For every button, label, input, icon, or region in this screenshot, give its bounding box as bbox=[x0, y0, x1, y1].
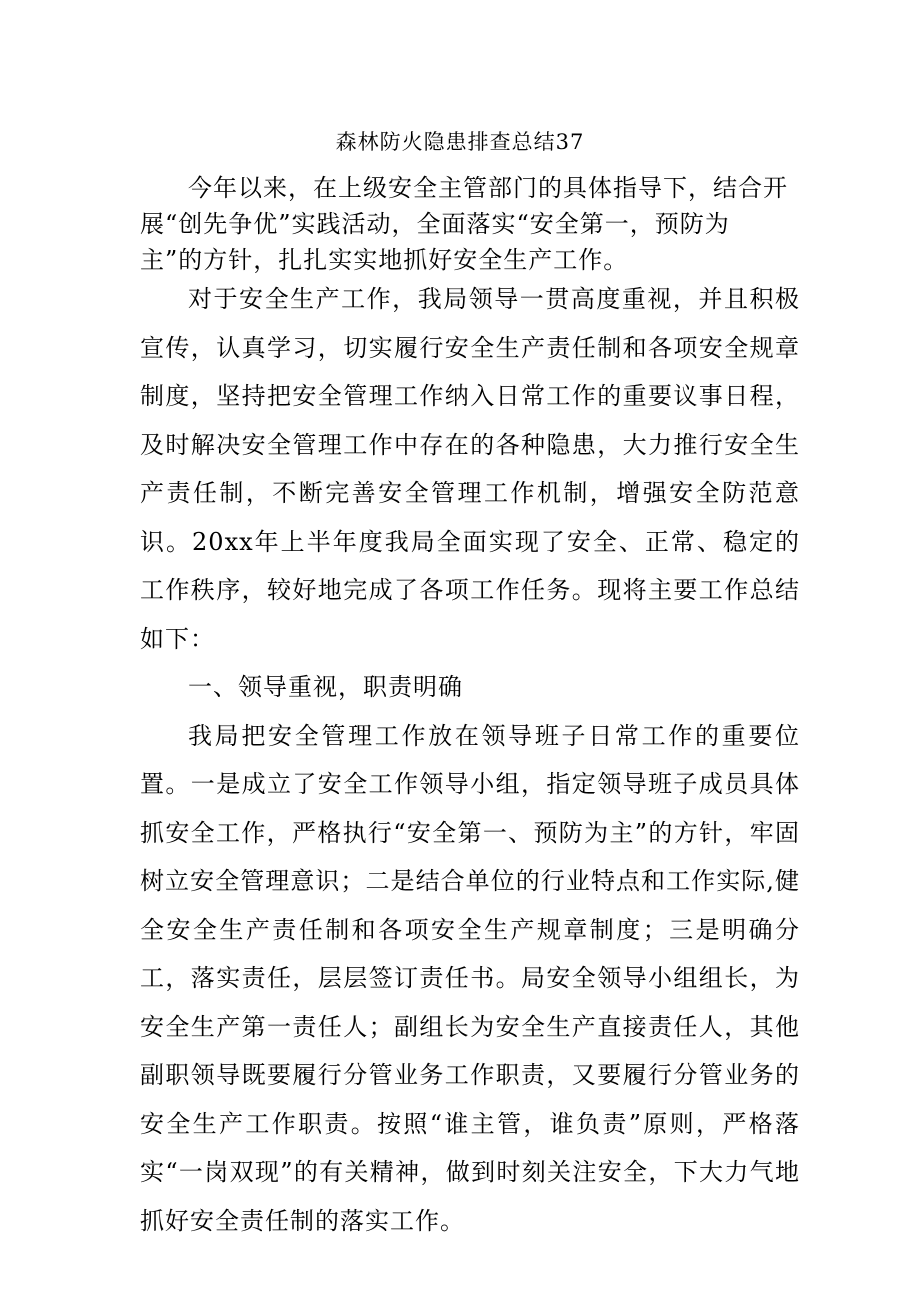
paragraph-overview: 对于安全生产工作，我局领导一贯高度重视，并且积极宣传，认真学习，切实履行安全生产责任制和各项安全规章制度，坚持把安全管理工作纳入日常工作的重要议事日程，及时解决安全管理工作中存在的各种隐患，大力推行安全生产责任制，不断完善安全管理工作机制，增强安全防范意识。20xx年上半年度我局全面实现了安全、正常、稳定的工作秩序，较好地完成了各项工作任务。现将主要工作总结如下： bbox=[140, 285, 800, 653]
document-body bbox=[140, 275, 800, 1245]
section-heading-1: 一、领导重视，职责明确 bbox=[188, 673, 463, 701]
paragraph-section-1: 我局把安全管理工作放在领导班子日常工作的重要位置。一是成立了安全工作领导小组，指定领导班子成员具体抓安全工作，严格执行“安全第一、预防为主”的方针，牢固树立安全管理意识；二是结合单位的行业特点和工作实际,健全安全生产责任制和各项安全生产规章制度；三是明确分工，落实责任，层层签订责任书。局安全领导小组组长，为安全生产第一责任人；副组长为安全生产直接责任人，其他副职领导既要履行分管业务工作职责，又要履行分管业务的安全生产工作职责。按照“谁主管，谁负责”原则，严格落实“一岗双现”的有关精神，做到时刻关注安全，下大力气地抓好安全责任制的落实工作。 bbox=[140, 721, 800, 1235]
document-title: 森林防火隐患排查总结37 bbox=[335, 130, 585, 154]
paragraph-intro: 今年以来，在上级安全主管部门的具体指导下，结合开展“创先争优”实践活动，全面落实“安全第一，预防为主”的方针，扎扎实实地抓好安全生产工作。 bbox=[140, 174, 788, 274]
